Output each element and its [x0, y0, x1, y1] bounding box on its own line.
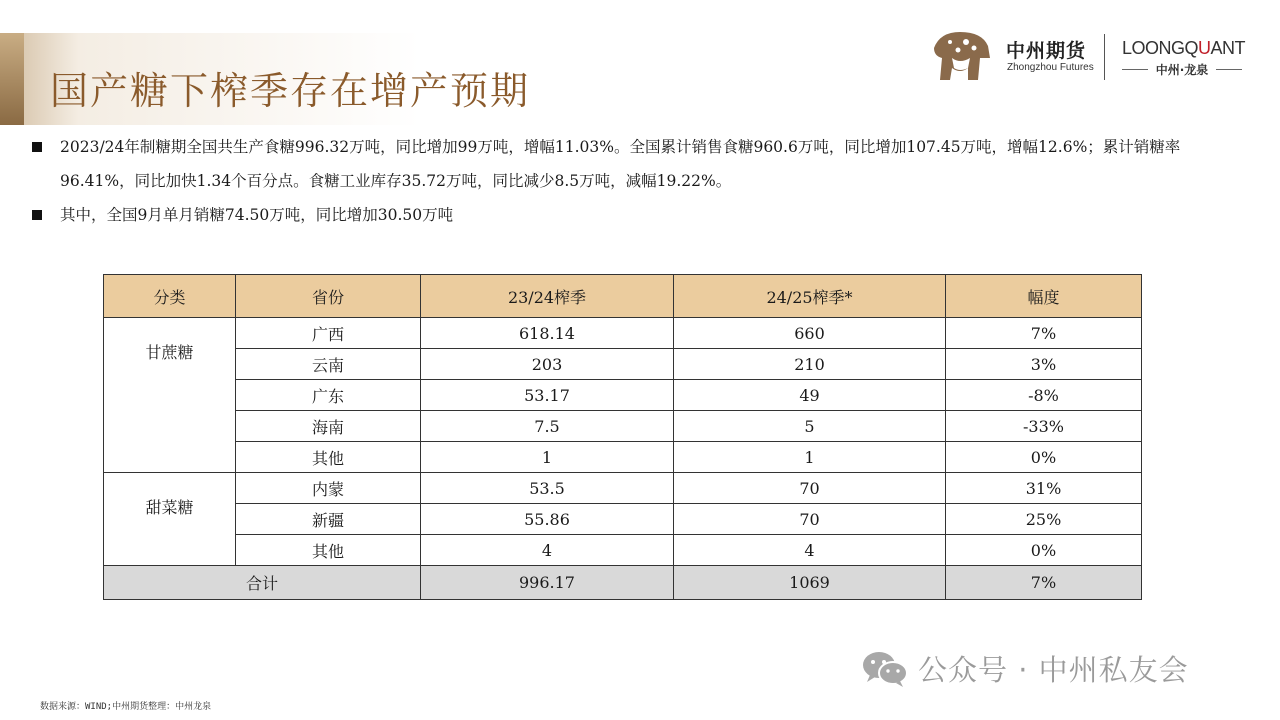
category-cell: 甜菜糖: [104, 473, 236, 566]
value-2425-cell: 1: [674, 442, 946, 473]
data-source-note: 数据来源：WIND;中州期货整理：中州龙泉: [40, 702, 212, 712]
province-cell: 其他: [236, 442, 421, 473]
value-2324-cell: 203: [421, 349, 674, 380]
col-header-2425: 24/25榨季*: [674, 275, 946, 318]
value-2425-cell: 210: [674, 349, 946, 380]
wechat-icon: [862, 650, 908, 688]
change-cell: -8%: [946, 380, 1142, 411]
col-header-province: 省份: [236, 275, 421, 318]
total-label-cell: 合计: [104, 566, 421, 600]
value-2425-cell: 70: [674, 504, 946, 535]
value-2425-cell: 5: [674, 411, 946, 442]
table-row: [104, 411, 1142, 442]
change-cell: 25%: [946, 504, 1142, 535]
total-change-cell: 7%: [946, 566, 1142, 600]
province-cell: 广东: [236, 380, 421, 411]
leopard-logo-icon: [930, 28, 992, 84]
brand-name-cn: 中州期货: [1006, 40, 1087, 62]
value-2425-cell: 70: [674, 473, 946, 504]
value-2324-cell: 53.17: [421, 380, 674, 411]
sugar-production-table: [103, 274, 1142, 600]
value-2324-cell: 1: [421, 442, 674, 473]
total-2324-cell: 996.17: [421, 566, 674, 600]
province-cell: 新疆: [236, 504, 421, 535]
watermark-text: 公众号 · 中州私友会: [918, 653, 1189, 687]
logo-divider: [1104, 34, 1105, 80]
wechat-watermark: [862, 646, 1242, 690]
change-cell: -33%: [946, 411, 1142, 442]
change-cell: 3%: [946, 349, 1142, 380]
value-2425-cell: 4: [674, 535, 946, 566]
table-row: [104, 473, 1142, 504]
province-cell: 海南: [236, 411, 421, 442]
page-title: 国产糖下榨季存在增产预期: [50, 69, 531, 113]
bullet-item: 2023/24年制糖期全国共生产食糖996.32万吨，同比增加99万吨，增幅11.03%。全国累计销售食糖960.6万吨，同比增加107.45万吨，增幅12.6%；累计销糖率96.41%，同比加快1.34个百分点。食糖工业库存35.72万吨，同比减少8.5万吨，减幅19.22%。: [32, 130, 1212, 198]
value-2425-cell: 660: [674, 318, 946, 349]
total-2425-cell: 1069: [674, 566, 946, 600]
change-cell: 7%: [946, 318, 1142, 349]
table-row: [104, 380, 1142, 411]
table-row: [104, 349, 1142, 380]
value-2324-cell: 55.86: [421, 504, 674, 535]
value-2324-cell: 618.14: [421, 318, 674, 349]
bullet-item: 其中，全国9月单月销糖74.50万吨，同比增加30.50万吨: [32, 198, 1212, 232]
col-header-category: 分类: [104, 275, 236, 318]
value-2324-cell: 53.5: [421, 473, 674, 504]
province-cell: 广西: [236, 318, 421, 349]
table-header-row: [104, 275, 1142, 318]
category-cell: 甘蔗糖: [104, 318, 236, 473]
value-2425-cell: 49: [674, 380, 946, 411]
col-header-2324: 23/24榨季: [421, 275, 674, 318]
table-row: [104, 442, 1142, 473]
province-cell: 内蒙: [236, 473, 421, 504]
value-2324-cell: 7.5: [421, 411, 674, 442]
partner-sub-text: 中州·龙泉: [1122, 61, 1242, 78]
brand-name-en: Zhongzhou Futures: [1007, 62, 1094, 73]
table-row: [104, 318, 1142, 349]
change-cell: 31%: [946, 473, 1142, 504]
table-total-row: [104, 566, 1142, 600]
partner-logo-text: LOONGQUANT: [1122, 38, 1246, 58]
change-cell: 0%: [946, 535, 1142, 566]
province-cell: 云南: [236, 349, 421, 380]
table-row: [104, 535, 1142, 566]
table-row: [104, 504, 1142, 535]
change-cell: 0%: [946, 442, 1142, 473]
col-header-change: 幅度: [946, 275, 1142, 318]
province-cell: 其他: [236, 535, 421, 566]
brand-logo-area: [930, 28, 1250, 88]
value-2324-cell: 4: [421, 535, 674, 566]
bullet-list: [32, 130, 1212, 232]
